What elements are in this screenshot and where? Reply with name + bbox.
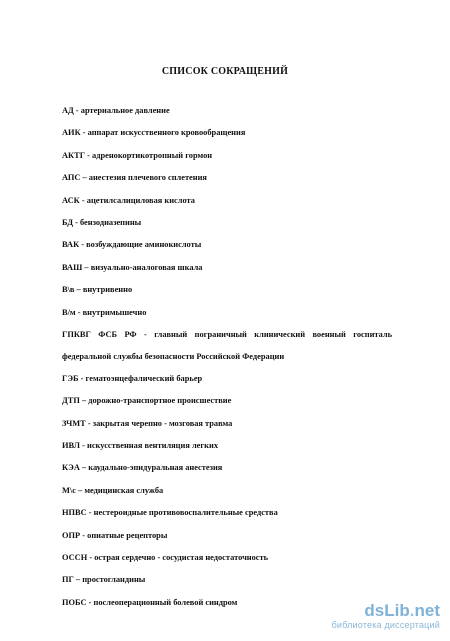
- abbreviation: ИВЛ: [62, 441, 81, 451]
- definition: внутривенно: [82, 285, 133, 295]
- list-item: АПС – анестезия плечевого сплетения: [62, 173, 207, 183]
- definition-continued: федеральной службы безопасности Российской Федерации: [62, 352, 285, 362]
- list-item: ПОБС - послеоперационный болевой синдром: [62, 597, 238, 607]
- dslib-watermark[interactable]: [320, 602, 440, 631]
- list-item: В\в – внутривенно: [62, 285, 133, 295]
- definition: визуально-аналоговая шкала: [90, 262, 203, 272]
- list-item: АКТГ - адренокортикотропный гормон: [62, 150, 213, 160]
- list-item: АД - артериальное давление: [62, 106, 170, 115]
- abbreviation: КЭА: [62, 463, 80, 473]
- definition: возбуждающие аминокислоты: [86, 240, 202, 250]
- definition: анестезия плечевого сплетения: [88, 173, 207, 183]
- list-item: В/м - внутримышечно: [62, 307, 147, 317]
- definition: ацетилсалициловая кислота: [86, 195, 195, 205]
- list-item: ГПКВГ ФСБ РФ - главный пограничный клинический военный госпиталь федеральной службы безопасности Российской Федерации: [62, 329, 392, 362]
- abbreviation: ГПКВГ ФСБ РФ: [62, 329, 137, 339]
- abbreviation: АПС: [62, 173, 81, 183]
- page-title: СПИСОК СОКРАЩЕНИЙ: [161, 66, 289, 77]
- abbreviation: В\в: [62, 285, 75, 295]
- abbreviation: АСК: [62, 195, 80, 205]
- list-item: БД - бензодиазепины: [62, 217, 142, 227]
- list-item: ОССН - острая сердечно - сосудистая недостаточность: [62, 553, 269, 563]
- abbreviation: НПВС: [62, 508, 87, 518]
- definition: главный пограничный клинический военный госпиталь: [154, 329, 392, 339]
- definition: каудально-эпидуральная анестезия: [88, 463, 223, 473]
- list-item: ВАК - возбуждающие аминокислоты: [62, 240, 202, 250]
- abbreviation: ПГ: [62, 575, 74, 585]
- definition: адренокортикотропный гормон: [92, 150, 213, 160]
- definition: гематоэнцефалический барьер: [85, 373, 203, 383]
- definition: закрытая черепно - мозговая травма: [92, 418, 233, 428]
- abbreviation: ДТП: [62, 396, 80, 406]
- abbreviation-list: [62, 105, 392, 619]
- list-item: НПВС - нестероидные противовоспалительные средства: [62, 508, 278, 518]
- abbreviation: ГЭБ: [62, 373, 79, 383]
- list-item: АИК - аппарат искусственного кровообращения: [62, 128, 246, 138]
- list-item: ИВЛ - искусственная вентиляция легких: [62, 441, 219, 451]
- abbreviation: ВАШ: [62, 262, 83, 272]
- abbreviation: ВАК: [62, 240, 80, 250]
- definition: медицинская служба: [84, 485, 164, 495]
- abbreviation: АКТГ: [62, 150, 86, 160]
- list-item: АСК - ацетилсалициловая кислота: [62, 195, 195, 205]
- abbreviation: М\с: [62, 485, 76, 495]
- dslib-subtitle: библиотека диссертаций: [331, 620, 440, 630]
- dslib-logo: dsLib.net: [364, 601, 440, 620]
- list-item: ВАШ – визуально-аналоговая шкала: [62, 262, 203, 272]
- definition: опиатные рецепторы: [87, 530, 168, 540]
- list-item: ЗЧМТ - закрытая черепно - мозговая травма: [62, 418, 233, 428]
- definition: бензодиазепины: [79, 217, 142, 227]
- list-item: ГЭБ - гематоэнцефалический барьер: [62, 373, 203, 383]
- abbreviation: АД: [62, 106, 74, 115]
- list-item: М\с – медицинская служба: [62, 485, 164, 495]
- definition: дорожно-транспортное происшествие: [88, 396, 232, 406]
- abbreviation: АИК: [62, 128, 81, 138]
- abbreviation: ОССН: [62, 553, 88, 563]
- definition: искусственная вентиляция легких: [87, 441, 219, 451]
- definition: нестероидные противовоспалительные средства: [93, 508, 278, 518]
- abbreviation: ПОБС: [62, 597, 87, 607]
- list-item: ДТП – дорожно-транспортное происшествие: [62, 396, 232, 406]
- definition: послеоперационный болевой синдром: [93, 597, 238, 607]
- abbreviation: В/м: [62, 307, 76, 317]
- definition: артериальное давление: [80, 106, 170, 115]
- definition: аппарат искусственного кровообращения: [87, 128, 246, 138]
- abbreviation: ОПР: [62, 530, 81, 540]
- list-item: ОПР - опиатные рецепторы: [62, 530, 168, 540]
- definition: внутримышечно: [82, 307, 147, 317]
- list-item: КЭА – каудально-эпидуральная анестезия: [62, 463, 223, 473]
- abbreviation: ЗЧМТ: [62, 418, 86, 428]
- definition: простогландины: [82, 575, 146, 585]
- abbreviation: БД: [62, 217, 73, 227]
- list-item: ПГ – простогландины: [62, 575, 146, 585]
- definition: острая сердечно - сосудистая недостаточность: [94, 553, 269, 563]
